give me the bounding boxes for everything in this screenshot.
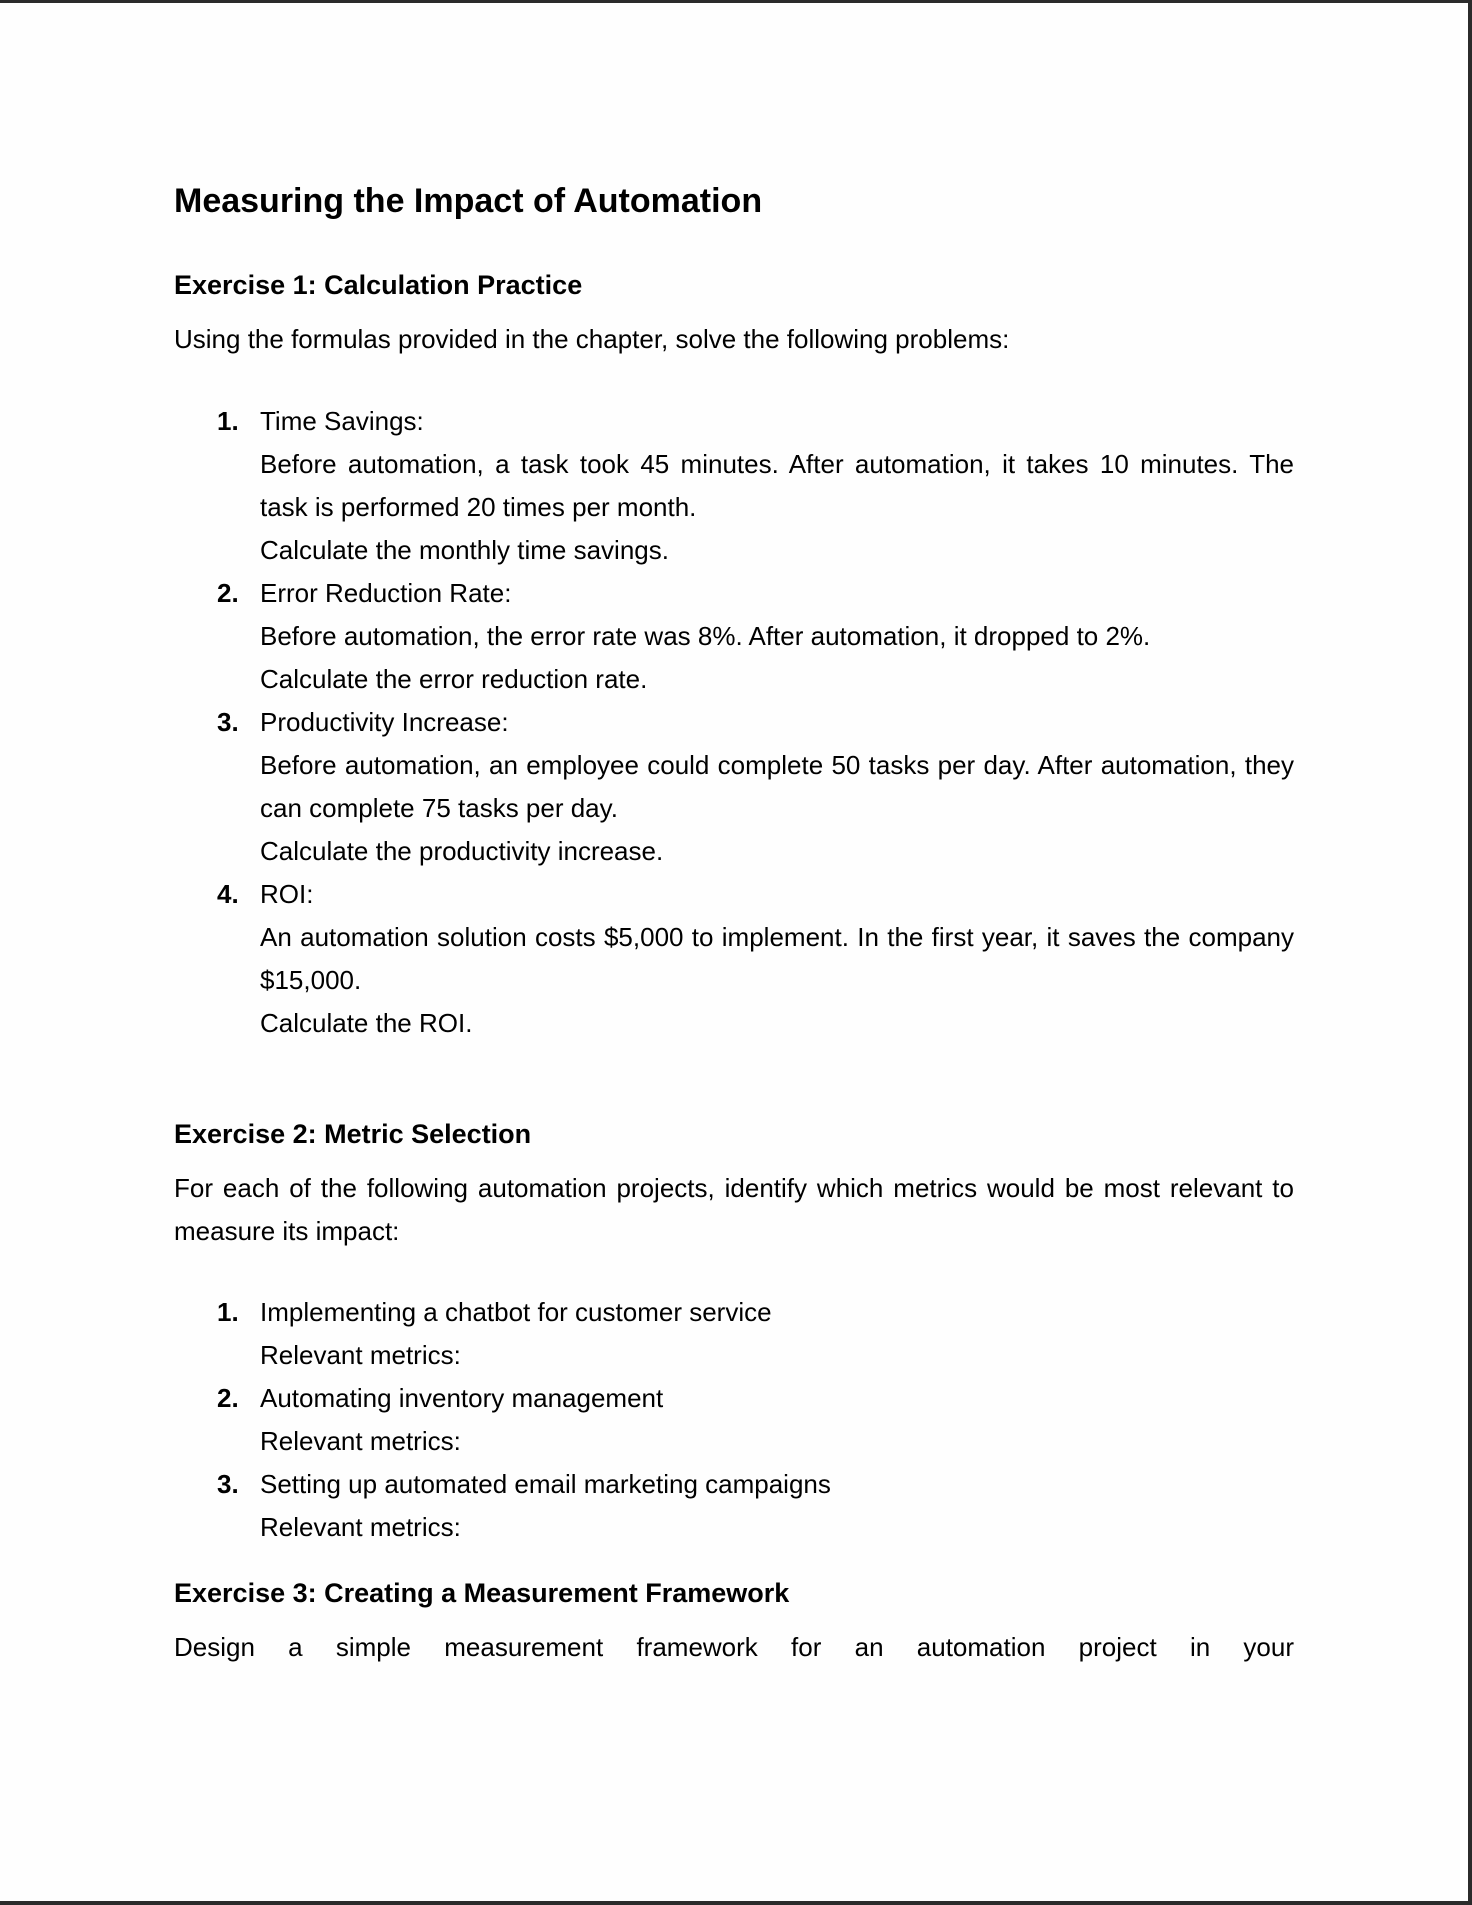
problem-instruction: Calculate the monthly time savings.	[260, 535, 669, 565]
list-number: 3.	[217, 1469, 239, 1499]
exercise-3-intro: Design a simple measurement framework for an automation project in your	[174, 1632, 1294, 1662]
problem-description: An automation solution costs $5,000 to implement. In the first year, it saves the company $15,000.	[260, 922, 1294, 995]
relevant-metrics-prompt: Relevant metrics:	[260, 1340, 461, 1370]
list-number: 2.	[217, 1383, 239, 1413]
exercise-2-intro: For each of the following automation projects, identify which metrics would be most relevant to measure its impact:	[174, 1173, 1294, 1246]
project-name: Setting up automated email marketing campaigns	[260, 1469, 831, 1499]
problem-title: Productivity Increase:	[260, 707, 509, 737]
problem-title: ROI:	[260, 879, 314, 909]
exercise-1-heading: Exercise 1: Calculation Practice	[174, 270, 583, 300]
relevant-metrics-prompt: Relevant metrics:	[260, 1512, 461, 1542]
exercise-2-heading: Exercise 2: Metric Selection	[174, 1119, 532, 1149]
exercise-1-intro: Using the formulas provided in the chapter, solve the following problems:	[174, 324, 1010, 354]
exercise-3-heading: Exercise 3: Creating a Measurement Framework	[174, 1578, 790, 1608]
list-number: 1.	[217, 406, 239, 436]
page-title: Measuring the Impact of Automation	[174, 182, 763, 220]
list-number: 2.	[217, 578, 239, 608]
list-item	[174, 400, 1294, 572]
relevant-metrics-prompt: Relevant metrics:	[260, 1426, 461, 1456]
list-item	[174, 1377, 1294, 1463]
problem-instruction: Calculate the error reduction rate.	[260, 664, 648, 694]
problem-description: Before automation, an employee could complete 50 tasks per day. After automation, they can complete 75 tasks per day.	[260, 750, 1294, 823]
problem-instruction: Calculate the productivity increase.	[260, 836, 664, 866]
list-item	[174, 1463, 1294, 1549]
list-item	[174, 1291, 1294, 1377]
problem-title: Time Savings:	[260, 406, 424, 436]
exercise-2-project-list	[174, 1291, 1294, 1549]
list-item	[174, 873, 1294, 1045]
list-item	[174, 701, 1294, 873]
project-name: Automating inventory management	[260, 1383, 664, 1413]
problem-title: Error Reduction Rate:	[260, 578, 512, 608]
list-number: 4.	[217, 879, 239, 909]
list-number: 1.	[217, 1297, 239, 1327]
list-number: 3.	[217, 707, 239, 737]
exercise-1-problem-list	[174, 400, 1294, 1045]
problem-description: Before automation, the error rate was 8%. After automation, it dropped to 2%.	[260, 621, 1151, 651]
project-name: Implementing a chatbot for customer service	[260, 1297, 772, 1327]
problem-instruction: Calculate the ROI.	[260, 1008, 473, 1038]
list-item	[174, 572, 1294, 701]
problem-description: Before automation, a task took 45 minutes. After automation, it takes 10 minutes. The task is performed 20 times per month.	[260, 449, 1294, 522]
